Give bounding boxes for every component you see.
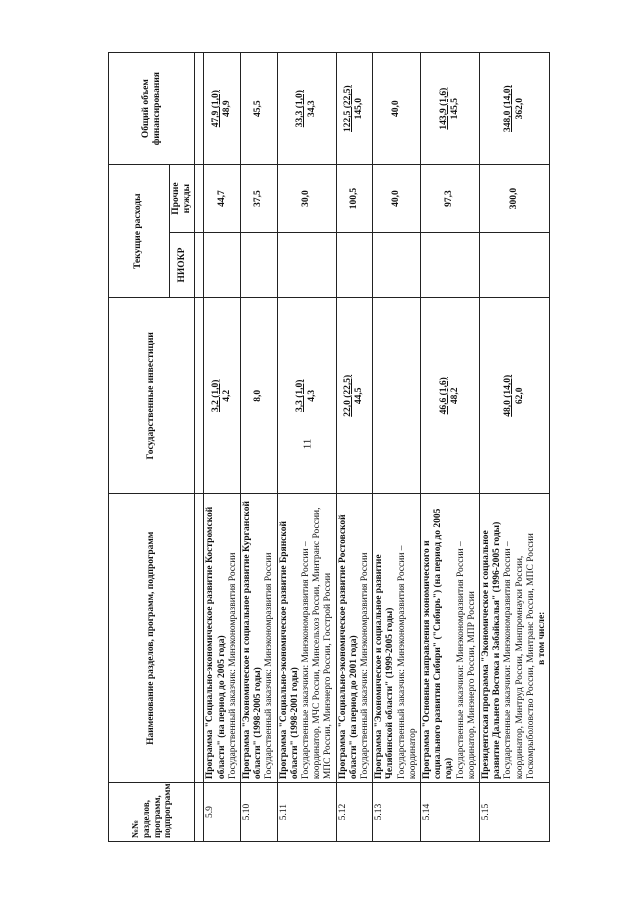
program-name <box>277 494 336 783</box>
investments-bottom: 8,0 <box>253 389 264 402</box>
investments-cell <box>277 298 336 494</box>
total-cell <box>480 53 550 165</box>
total-top: 122,5 (22,5) <box>343 85 354 132</box>
program-name <box>336 494 373 783</box>
niokr-cell <box>480 232 550 297</box>
total-bottom: 34,3 <box>306 100 317 117</box>
total-top: 47,9 (1,0) <box>211 90 221 128</box>
program-title: Программа "Основные направления экономического и социального развития Сибири" ("Сибирь") (на период до 2005 года) <box>422 508 455 780</box>
niokr-cell <box>277 232 336 297</box>
other-needs-value: 30,0 <box>301 190 312 207</box>
investments-cell <box>241 298 278 494</box>
program-customer: Государственный заказчик: Минэкономразвития России <box>360 552 371 780</box>
total-bottom: 145,5 <box>450 97 461 120</box>
total-bottom: 48,9 <box>222 100 233 117</box>
total-bottom: 45,5 <box>253 100 264 117</box>
investments-bottom: 4,2 <box>222 389 233 402</box>
niokr-cell <box>204 232 241 297</box>
investments-top: 22,0 (22,5) <box>343 374 354 417</box>
row-number <box>277 783 336 842</box>
program-title: Программа "Социально-экономическое развитие Костромской области" (на период до 2005 года) <box>205 506 227 780</box>
investments-cell <box>421 298 480 494</box>
row-number <box>336 783 373 842</box>
table-row <box>421 53 480 842</box>
program-name <box>421 494 480 783</box>
header-total: Общий объем финансирования <box>109 53 195 165</box>
program-customer: Государственный заказчик: Минэкономразвития России <box>227 552 238 780</box>
row-number-text: 5.9 <box>205 806 216 819</box>
investments-bottom: 48,2 <box>450 387 461 405</box>
other-needs-value: 40,0 <box>391 190 402 207</box>
table-row <box>204 53 241 842</box>
investments-cell <box>204 298 241 494</box>
table-row <box>336 53 373 842</box>
investments-cell <box>480 298 550 494</box>
row-number <box>241 783 278 842</box>
row-number <box>480 783 550 842</box>
program-customer: Государственный заказчик: Минэкономразвития России – координатор <box>396 545 418 780</box>
program-title: Программа "Экономическое и социальное развитие Челябинской области" (1999-2005 годы) <box>374 554 396 780</box>
row-number-text: 5.14 <box>422 803 433 821</box>
row-number-text: 5.13 <box>374 803 385 821</box>
program-name <box>373 494 421 783</box>
other-needs-cell <box>277 165 336 233</box>
program-customer: Государственные заказчики: Минэкономразвития России – координатор, МЧС России, Минсельхоз России, Минтранс России, МПС России, Минэнерго России, Госстрой России <box>301 507 334 780</box>
total-cell <box>373 53 421 165</box>
other-needs-value: 37,5 <box>253 190 264 207</box>
investments-bottom: 4,3 <box>306 389 317 402</box>
program-customer: Государственные заказчики: Минэкономразвития России – координатор, Минтруд России, Минпромнауки России, Госкомрыболовство России, Минтранс России, МПС России <box>503 533 536 780</box>
program-title: Программа "Экономическое и социальное развитие Курганской области" (1998-2005 годы) <box>242 501 264 780</box>
financing-table <box>108 52 550 842</box>
other-needs-cell <box>373 165 421 233</box>
program-title: Президентская программа "Экономическое и социальное развитие Дальнего Востока и Забайкалья" (1996-2005 годы) <box>481 521 503 780</box>
other-needs-cell <box>421 165 480 233</box>
header-name: Наименование разделов, программ, подпрограмм <box>109 494 195 783</box>
total-top: 143,9 (1,6) <box>438 87 449 130</box>
investments-cell <box>373 298 421 494</box>
table-row <box>241 53 278 842</box>
total-cell <box>277 53 336 165</box>
total-cell <box>336 53 373 165</box>
niokr-cell <box>421 232 480 297</box>
investments-top: 3,3 (1,0) <box>295 379 306 413</box>
investments-bottom: 44,5 <box>354 387 365 405</box>
row-number-text: 5.12 <box>337 803 348 821</box>
row-number-text: 5.15 <box>481 803 492 821</box>
header-niokr: НИОКР <box>170 232 195 297</box>
program-title: Программа "Социально-экономическое развитие Ростовской области" (на период до 2001 года) <box>337 514 359 780</box>
total-cell <box>421 53 480 165</box>
total-cell <box>241 53 278 165</box>
other-needs-cell <box>241 165 278 233</box>
header-current-expenses: Текущие расходы <box>109 165 170 298</box>
row-number <box>373 783 421 842</box>
page-number: 11 <box>301 438 314 450</box>
niokr-cell <box>373 232 421 297</box>
total-top: 348,0 (14,0) <box>503 85 514 132</box>
total-bottom: 145,0 <box>354 97 365 120</box>
investments-top: 48,0 (14,0) <box>503 374 514 417</box>
other-needs-cell <box>336 165 373 233</box>
other-needs-value: 44,7 <box>216 190 227 207</box>
program-title: Программа "Социально-экономическое развитие Брянской области" (1998-2001 годы) <box>278 521 300 780</box>
header-num: №№ разделов, программ, подпрограмм <box>109 783 195 842</box>
program-name <box>241 494 278 783</box>
row-number-text: 5.10 <box>242 803 253 821</box>
niokr-cell <box>336 232 373 297</box>
program-customer: Государственный заказчик: Минэкономразвития России <box>264 552 275 780</box>
table-row <box>480 53 550 842</box>
rotated-page <box>108 52 640 842</box>
row-number <box>421 783 480 842</box>
including-label: в том числе: <box>537 611 548 665</box>
program-name <box>204 494 241 783</box>
other-needs-value: 300,0 <box>509 187 520 210</box>
other-needs-value: 97,3 <box>444 190 455 207</box>
total-top: 33,3 (1,0) <box>295 90 306 128</box>
program-name <box>480 494 550 783</box>
header-other: Прочие нужды <box>170 165 195 233</box>
niokr-cell <box>241 232 278 297</box>
row-number-text: 5.11 <box>278 803 289 821</box>
other-needs-cell <box>480 165 550 233</box>
total-bottom: 362,0 <box>514 97 525 120</box>
row-number <box>204 783 241 842</box>
investments-cell <box>336 298 373 494</box>
table-row <box>373 53 421 842</box>
total-bottom: 40,0 <box>391 100 402 117</box>
header-investments: Государственные инвестиции <box>109 298 195 494</box>
other-needs-cell <box>204 165 241 233</box>
total-cell <box>204 53 241 165</box>
investments-bottom: 62,0 <box>514 387 525 405</box>
program-customer: Государственные заказчики: Минэкономразвития России – координатор, Минэнерго России, МПР России <box>455 541 477 780</box>
investments-top: 3,2 (1,0) <box>211 379 221 413</box>
investments-top: 46,6 (1,6) <box>438 377 449 415</box>
other-needs-value: 100,5 <box>348 187 359 210</box>
